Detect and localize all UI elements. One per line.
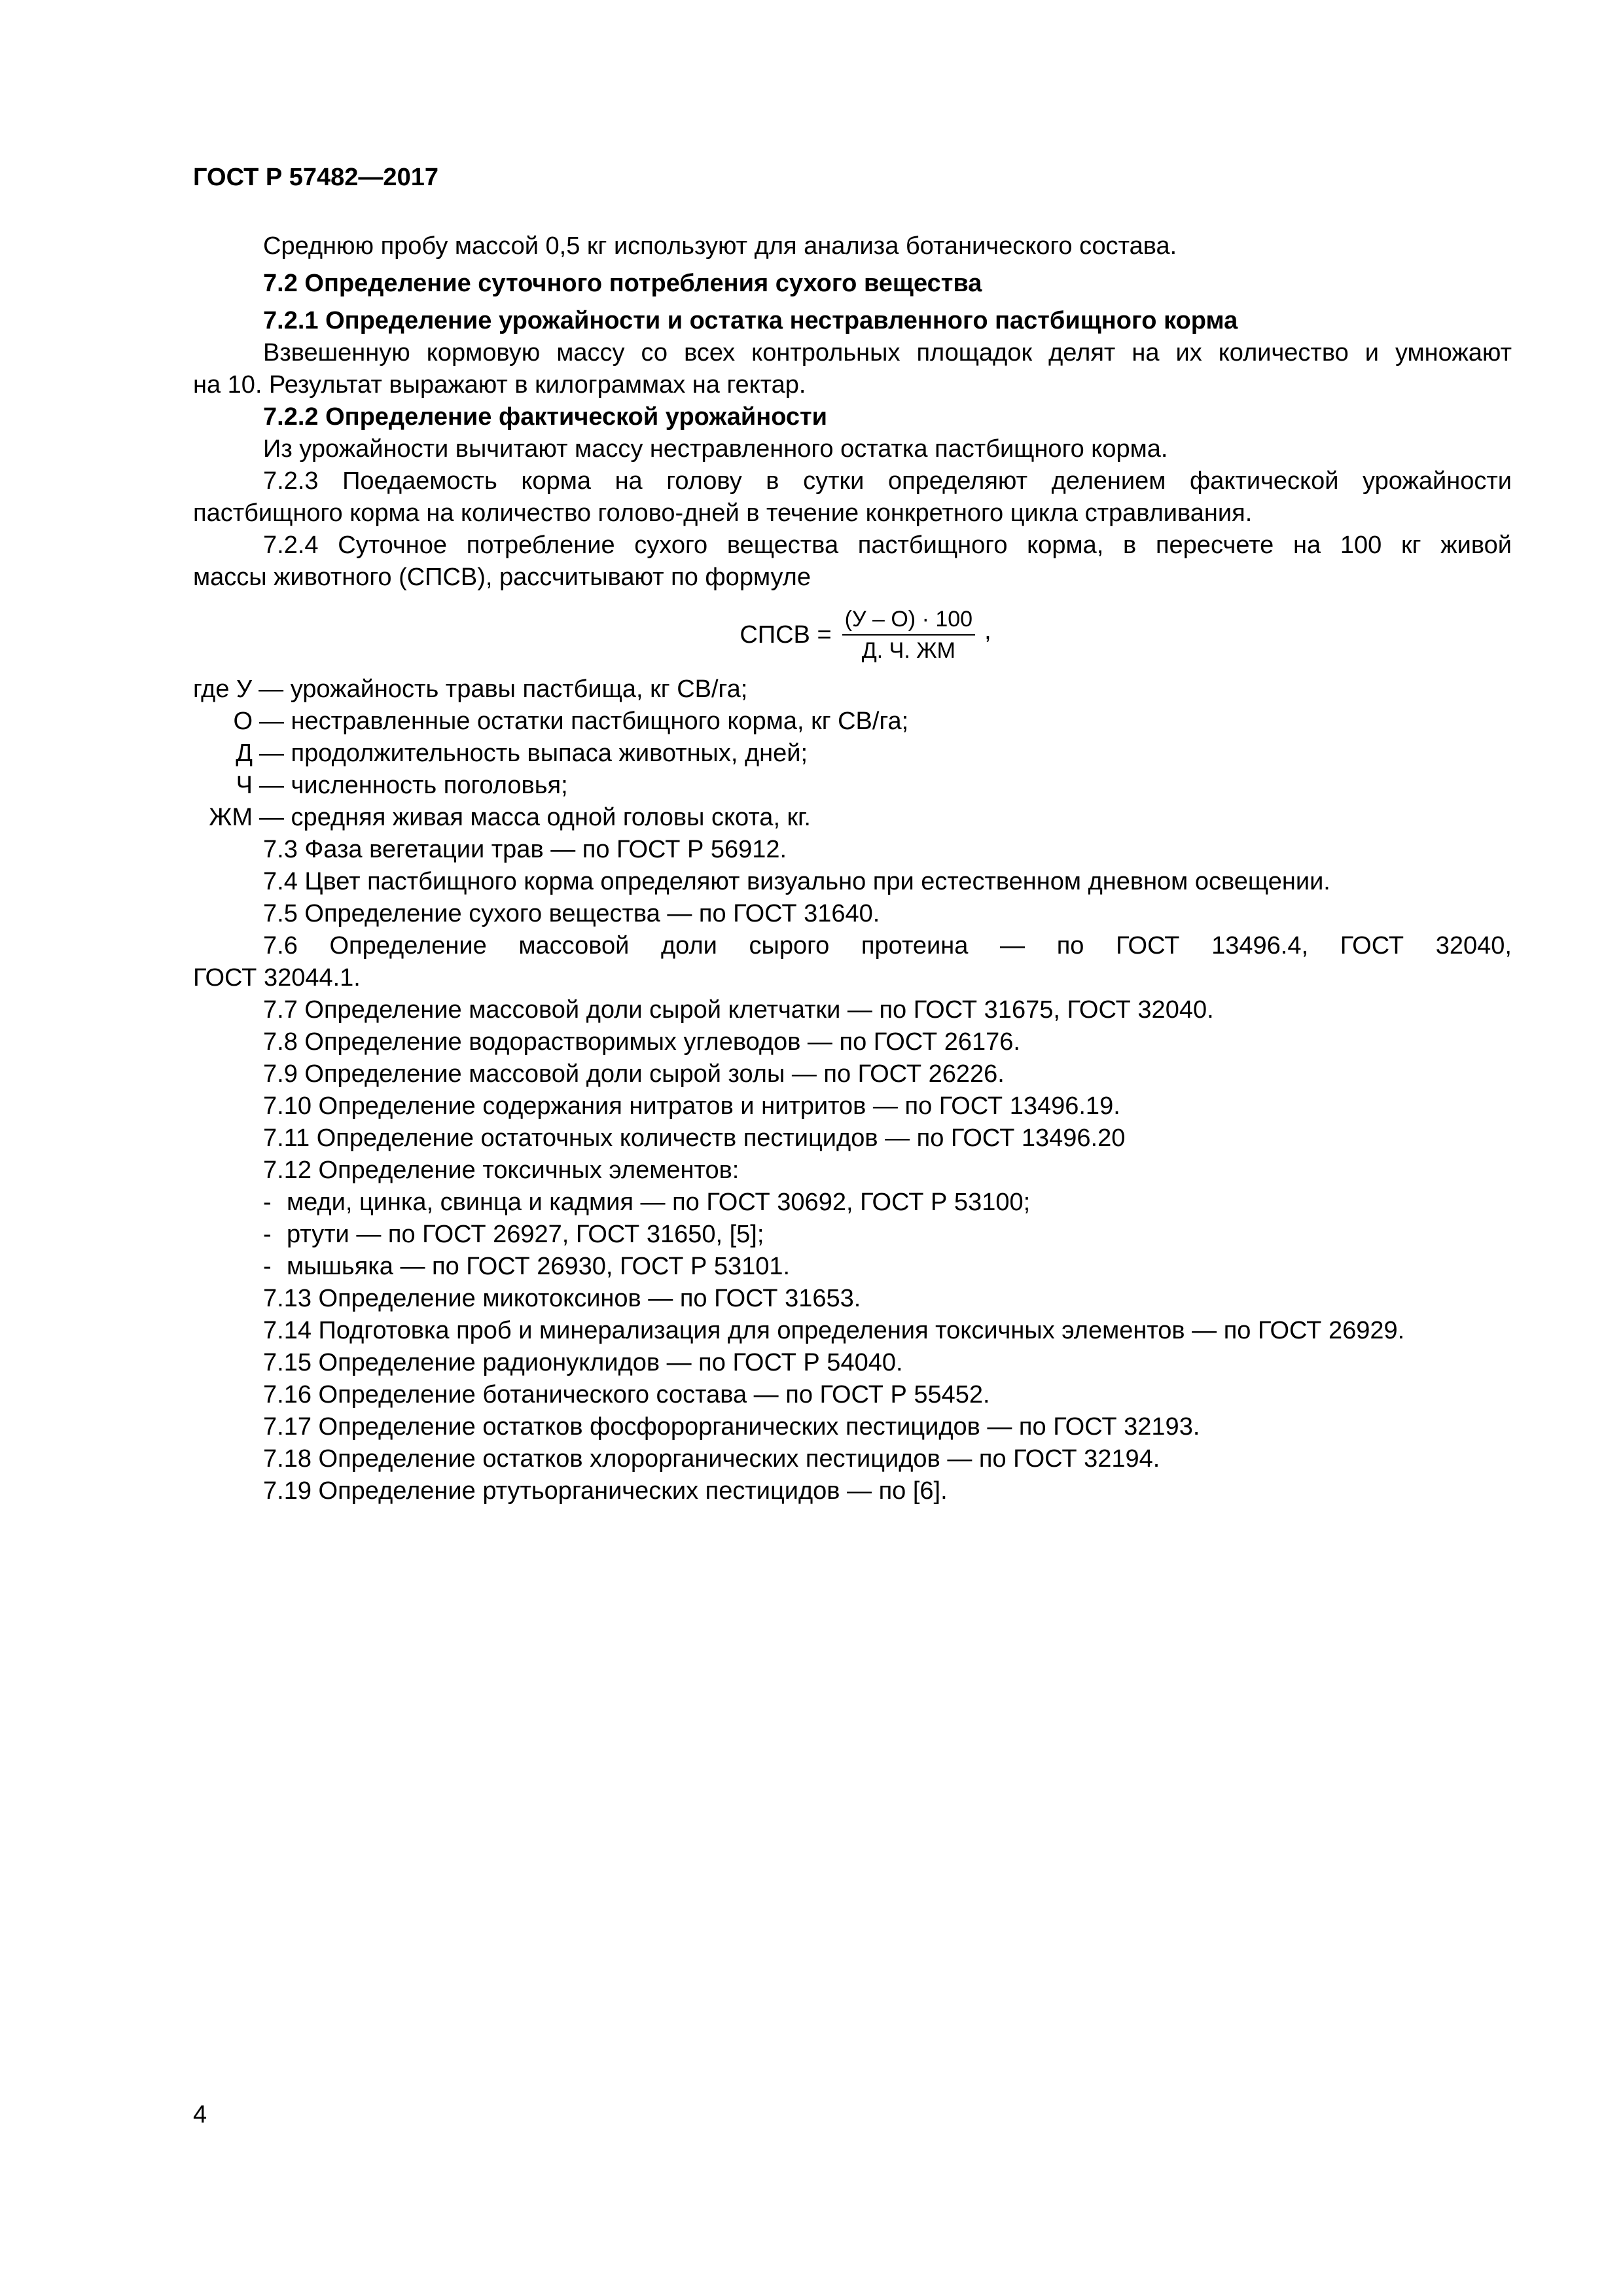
legend-item (193, 738, 1512, 770)
formula-spsv (193, 605, 1512, 664)
clause-7-7: 7.7 Определение массовой доли сырой клетчатки — по ГОСТ 31675, ГОСТ 32040. (263, 996, 1214, 1024)
paragraph-7-2-1-line2: на 10. Результат выражают в килограммах на гектар. (193, 371, 806, 399)
formula-comma: , (984, 617, 991, 645)
legend-text: — нестравленные остатки пастбищного корма, кг СВ/га; (259, 708, 909, 735)
formula-denominator: Д. Ч. ЖМ (861, 638, 955, 663)
clause-7-9: 7.9 Определение массовой доли сырой золы — по ГОСТ 26226. (263, 1060, 1005, 1088)
paragraph-7-2-4-line2: массы животного (СПСВ), рассчитывают по формуле (193, 564, 811, 591)
bullet-dash: - (263, 1189, 272, 1216)
document-code-header: ГОСТ Р 57482—2017 (193, 164, 438, 191)
legend-symbol: где У (193, 675, 253, 703)
legend-symbol: Д (236, 740, 253, 767)
clause-7-10: 7.10 Определение содержания нитратов и нитритов — по ГОСТ 13496.19. (263, 1092, 1120, 1120)
clause-7-19: 7.19 Определение ртутьорганических пестицидов — по [6]. (263, 1477, 948, 1505)
document-body (193, 230, 1512, 1507)
paragraph-intro: Среднюю пробу массой 0,5 кг используют для анализа ботанического состава. (263, 232, 1177, 260)
legend-symbol: ЖМ (209, 804, 253, 831)
clause-7-6-line1: 7.6 Определение массовой доли сырого протеина — по ГОСТ 13496.4, ГОСТ 32040, (263, 932, 1512, 960)
legend-symbol: О (233, 708, 253, 735)
bullet-item (193, 1187, 1512, 1219)
bullet-item (193, 1251, 1512, 1283)
formula-legend (193, 673, 1512, 834)
clause-7-15: 7.15 Определение радионуклидов — по ГОСТ Р 54040. (263, 1349, 903, 1376)
bullet-item (193, 1219, 1512, 1251)
formula-fraction (842, 605, 975, 664)
heading-7-2-2: 7.2.2 Определение фактической урожайности (263, 403, 828, 431)
bullet-text: ртути — по ГОСТ 26927, ГОСТ 31650, [5]; (287, 1221, 764, 1248)
clause-7-8: 7.8 Определение водорастворимых углеводов — по ГОСТ 26176. (263, 1028, 1020, 1056)
legend-text: — средняя живая масса одной головы скота, кг. (259, 804, 811, 831)
clause-7-14: 7.14 Подготовка проб и минерализация для определения токсичных элементов — по ГОСТ 26929. (263, 1317, 1405, 1344)
bullet-dash: - (263, 1253, 272, 1280)
legend-item (193, 673, 1512, 706)
clause-7-3: 7.3 Фаза вегетации трав — по ГОСТ Р 56912. (263, 836, 787, 863)
clause-7-4: 7.4 Цвет пастбищного корма определяют визуально при естественном дневном освещении. (263, 868, 1330, 895)
legend-text: — продолжительность выпаса животных, дней; (259, 740, 808, 767)
clause-7-6-line2: ГОСТ 32044.1. (193, 964, 361, 992)
bullet-text: мышьяка — по ГОСТ 26930, ГОСТ Р 53101. (287, 1253, 791, 1280)
clause-7-17: 7.17 Определение остатков фосфорорганических пестицидов — по ГОСТ 32193. (263, 1413, 1200, 1441)
clause-7-16: 7.16 Определение ботанического состава — по ГОСТ Р 55452. (263, 1381, 990, 1408)
clause-7-11: 7.11 Определение остаточных количеств пестицидов — по ГОСТ 13496.20 (263, 1124, 1126, 1152)
paragraph-7-2-3-line2: пастбищного корма на количество голово-дней в течение конкретного цикла стравливания. (193, 499, 1253, 527)
legend-item (193, 802, 1512, 834)
clause-7-12: 7.12 Определение токсичных элементов: (263, 1157, 740, 1184)
heading-7-2-1: 7.2.1 Определение урожайности и остатка нестравленного пастбищного корма (263, 307, 1238, 334)
bullet-text: меди, цинка, свинца и кадмия — по ГОСТ 30692, ГОСТ Р 53100; (287, 1189, 1031, 1216)
legend-symbol: Ч (236, 772, 253, 799)
heading-7-2: 7.2 Определение суточного потребления сухого вещества (263, 270, 982, 297)
paragraph-7-2-4-line1: 7.2.4 Суточное потребление сухого вещества пастбищного корма, в пересчете на 100 кг живой (263, 531, 1512, 559)
clause-7-5: 7.5 Определение сухого вещества — по ГОСТ 31640. (263, 900, 880, 927)
clause-7-18: 7.18 Определение остатков хлорорганических пестицидов — по ГОСТ 32194. (263, 1445, 1160, 1473)
clause-7-13: 7.13 Определение микотоксинов — по ГОСТ 31653. (263, 1285, 861, 1312)
paragraph-7-2-2: Из урожайности вычитают массу нестравленного остатка пастбищного корма. (263, 435, 1168, 463)
legend-item (193, 770, 1512, 802)
paragraph-7-2-3-line1: 7.2.3 Поедаемость корма на голову в сутки определяют делением фактической урожайности (263, 467, 1512, 495)
paragraph-7-2-1-line1: Взвешенную кормовую массу со всех контрольных площадок делят на их количество и умножают (263, 339, 1512, 367)
bullet-dash: - (263, 1221, 272, 1248)
legend-text: — урожайность травы пастбища, кг СВ/га; (259, 675, 748, 703)
page-number: 4 (193, 2101, 207, 2128)
legend-item (193, 706, 1512, 738)
formula-numerator: (У – О) · 100 (842, 605, 975, 636)
formula-lhs: СПСВ = (740, 620, 832, 649)
legend-text: — численность поголовья; (259, 772, 568, 799)
